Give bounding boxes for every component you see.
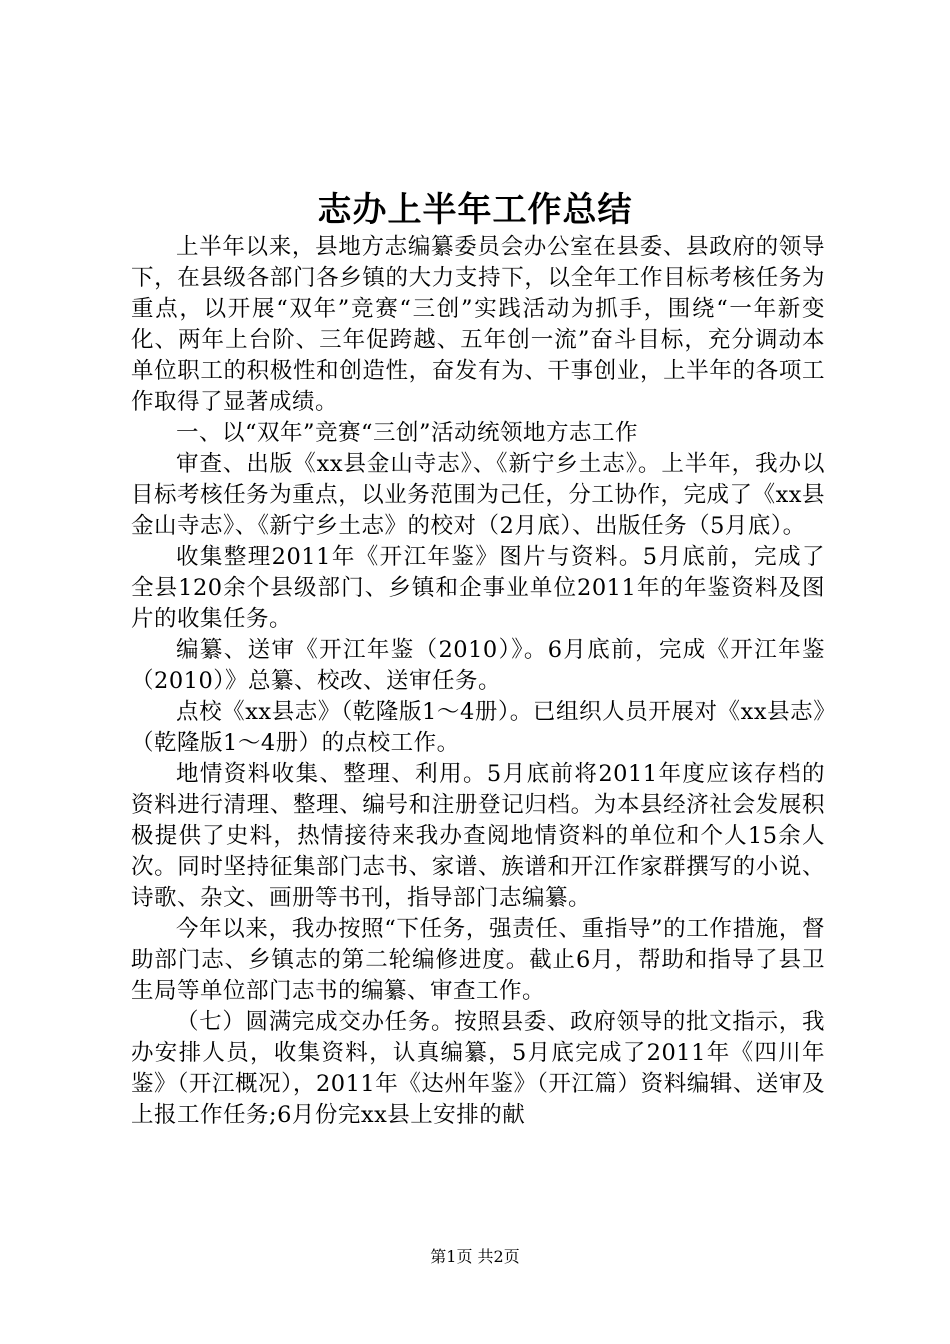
paragraph-intro: 上半年以来，县地方志编纂委员会办公室在县委、县政府的领导下，在县级各部门各乡镇的大力支持下，以全年工作目标考核任务为重点，以开展“双年”竞赛“三创”实践活动为抓手，围绕“一年新变化、两年上台阶、三年促跨越、五年创一流”奋斗目标，充分调动本单位职工的积极性和创造性，奋发有为、干事创业，上半年的各项工作取得了显著成绩。	[131, 234, 825, 415]
paragraph-assigned-tasks: （七）圆满完成交办任务。按照县委、政府领导的批文指示，我办安排人员，收集资料，认真编纂，5月底完成了2011年《四川年鉴》（开江概况），2011年《达州年鉴》（开江篇）资料编辑、送审及上报工作任务;6月份完xx县上安排的献	[131, 1009, 825, 1128]
document-title: 志办上半年工作总结	[317, 190, 633, 230]
document-body	[131, 232, 825, 1131]
page-number: 第1页 共2页	[430, 1247, 520, 1266]
paragraph-review-publish: 审查、出版《xx县金山寺志》、《新宁乡土志》。上半年，我办以目标考核任务为重点，以业务范围为己任，分工协作，完成了《xx县金山寺志》、《新宁乡土志》的校对（2月底）、出版任务（5月底）。	[131, 451, 825, 539]
paragraph-yearbook-materials: 收集整理2011年《开江年鉴》图片与资料。5月底前，完成了全县120余个县级部门、乡镇和企事业单位2011年的年鉴资料及图片的收集任务。	[131, 544, 825, 632]
paragraph-county-annals: 点校《xx县志》（乾隆版1～4册）。已组织人员开展对《xx县志》（乾隆版1～4册）的点校工作。	[131, 699, 825, 756]
paragraph-local-data: 地情资料收集、整理、利用。5月底前将2011年度应该存档的资料进行清理、整理、编号和注册登记归档。为本县经济社会发展积极提供了史料，热情接待来我办查阅地情资料的单位和个人15余人次。同时坚持征集部门志书、家谱、族谱和开江作家群撰写的小说、诗歌、杂文、画册等书刊，指导部门志编纂。	[131, 761, 825, 911]
paragraph-guidance: 今年以来，我办按照“下任务，强责任、重指导”的工作措施，督助部门志、乡镇志的第二轮编修进度。截止6月，帮助和指导了县卫生局等单位部门志书的编纂、审查工作。	[131, 916, 825, 1004]
section-heading: 一、以“双年”竞赛“三创”活动统领地方志工作	[176, 420, 639, 446]
paragraph-yearbook-compile: 编纂、送审《开江年鉴（2010）》。6月底前，完成《开江年鉴（2010）》总纂、校改、送审任务。	[131, 637, 825, 694]
